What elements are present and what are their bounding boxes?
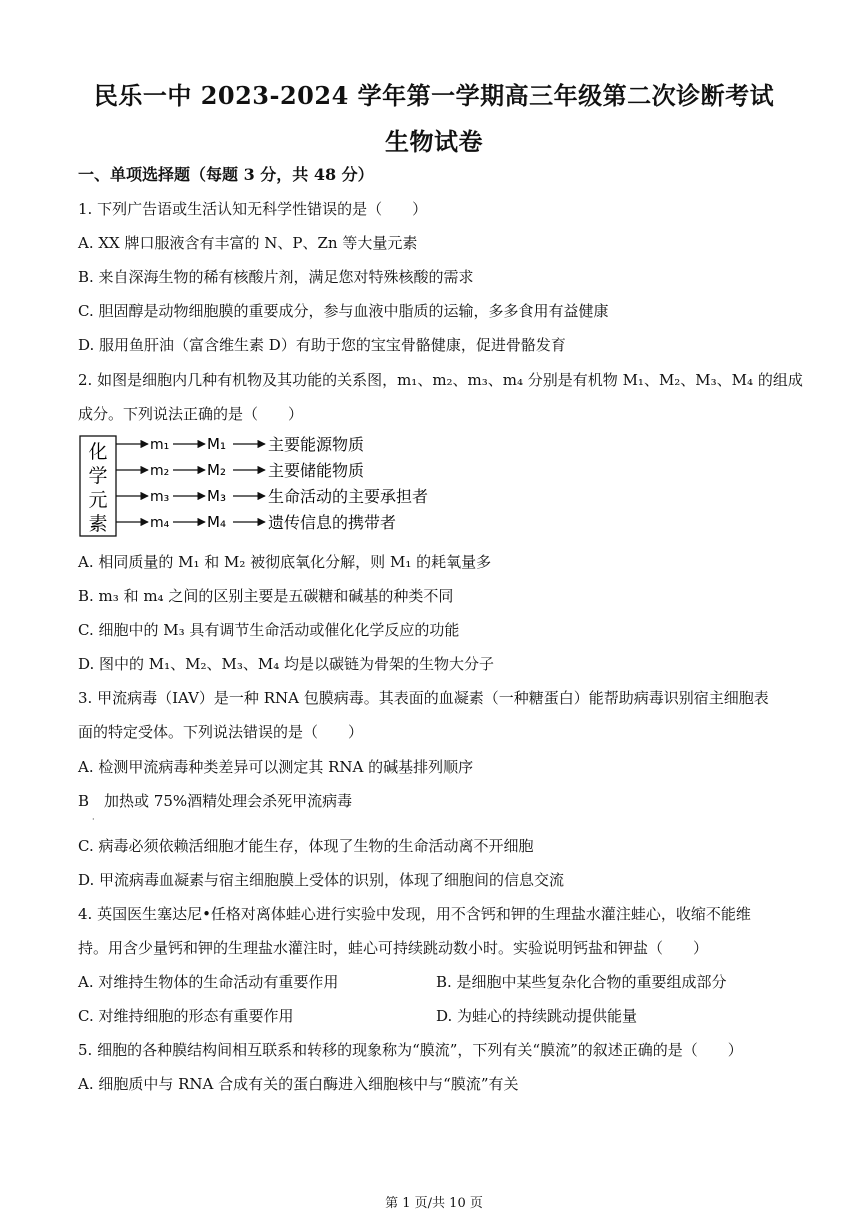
big-m3: M₃ — [207, 487, 226, 505]
question-4-stem-line2: 持。用含少量钙和钾的生理盐水灌注时，蛙心可持续跳动数小时。实验说明钙盐和钾盐（ ） — [78, 939, 709, 957]
question-4-option-c: C. 对维持细胞的形态有重要作用 — [78, 1007, 294, 1025]
question-4-option-a: A. 对维持生物体的生命活动有重要作用 — [78, 973, 339, 991]
question-1-option-a: A. XX 牌口服液含有丰富的 N、P、Zn 等大量元素 — [78, 234, 418, 252]
box-char-4: 素 — [88, 513, 108, 535]
section-heading: 一、单项选择题（每题 3 分，共 48 分） — [78, 165, 374, 184]
exam-title: 民乐一中 2023-2024 学年第一学期高三年级第二次诊断考试 — [93, 81, 775, 110]
box-char-2: 学 — [88, 465, 108, 487]
big-m1: M₁ — [207, 435, 226, 453]
question-3-option-d: D. 甲流病毒血凝素与宿主细胞膜上受体的识别，体现了细胞间的信息交流 — [78, 871, 565, 889]
question-3-option-c: C. 病毒必须依赖活细胞才能生存，体现了生物的生命活动离不开细胞 — [78, 837, 534, 855]
function-3: 生命活动的主要承担者 — [268, 487, 429, 506]
question-5-stem: 5. 细胞的各种膜结构间相互联系和转移的现象称为“膜流”，下列有关“膜流”的叙述正确的是（ ） — [78, 1041, 743, 1059]
small-m2: m₂ — [150, 463, 170, 479]
question-2-option-a: A. 相同质量的 M₁ 和 M₂ 被彻底氧化分解，则 M₁ 的耗氧量多 — [78, 553, 492, 571]
question-3-stem-line1: 3. 甲流病毒（IAV）是一种 RNA 包膜病毒。其表面的血凝素（一种糖蛋白）能帮助病毒识别宿主细胞表 — [78, 689, 769, 707]
question-2-option-b: B. m₃ 和 m₄ 之间的区别主要是五碳糖和碱基的种类不同 — [78, 587, 454, 605]
question-2-stem-line1: 2. 如图是细胞内几种有机物及其功能的关系图，m₁、m₂、m₃、m₄ 分别是有机物 M₁、M₂、M₃、M₄ 的组成 — [78, 371, 803, 389]
question-4-option-b: B. 是细胞中某些复杂化合物的重要组成部分 — [436, 973, 727, 991]
small-m3: m₃ — [150, 489, 170, 505]
question-5-option-a: A. 细胞质中与 RNA 合成有关的蛋白酶进入细胞核中与“膜流”有关 — [78, 1075, 519, 1093]
exam-subtitle: 生物试卷 — [385, 127, 483, 156]
question-4-stem-line1: 4. 英国医生塞达尼•任格对离体蛙心进行实验中发现，用不含钙和钾的生理盐水灌注蛙心，收缩不能维 — [78, 905, 751, 923]
question-3-option-a: A. 检测甲流病毒种类差异可以测定其 RNA 的碱基排列顺序 — [78, 758, 474, 776]
question-4-option-d: D. 为蛙心的持续跳动提供能量 — [436, 1007, 638, 1025]
small-m4: m₄ — [150, 515, 170, 531]
box-char-1: 化 — [88, 441, 108, 463]
box-char-3: 元 — [88, 489, 108, 511]
organic-matter-diagram — [78, 432, 498, 542]
big-m2: M₂ — [207, 461, 226, 479]
stray-dot: · — [92, 815, 95, 824]
question-1-option-b: B. 来自深海生物的稀有核酸片剂，满足您对特殊核酸的需求 — [78, 268, 474, 286]
question-3-option-b: B 加热或 75%酒精处理会杀死甲流病毒 — [78, 792, 353, 810]
function-2: 主要储能物质 — [268, 461, 365, 480]
question-2-option-c: C. 细胞中的 M₃ 具有调节生命活动或催化化学反应的功能 — [78, 621, 460, 639]
question-3-stem-line2: 面的特定受体。下列说法错误的是（ ） — [78, 723, 364, 741]
function-4: 遗传信息的携带者 — [268, 513, 397, 532]
page-footer: 第 1 页/共 10 页 — [385, 1196, 483, 1211]
small-m1: m₁ — [150, 437, 170, 453]
question-1-option-d: D. 服用鱼肝油（富含维生素 D）有助于您的宝宝骨骼健康，促进骨骼发育 — [78, 336, 566, 354]
function-1: 主要能源物质 — [268, 435, 365, 454]
question-1-stem: 1. 下列广告语或生活认知无科学性错误的是（ ） — [78, 200, 428, 218]
big-m4: M₄ — [207, 513, 226, 531]
question-2-option-d: D. 图中的 M₁、M₂、M₃、M₄ 均是以碳链为骨架的生物大分子 — [78, 655, 495, 673]
question-2-stem-line2: 成分。下列说法正确的是（ ） — [78, 405, 304, 423]
question-1-option-c: C. 胆固醇是动物细胞膜的重要成分，参与血液中脂质的运输，多多食用有益健康 — [78, 302, 609, 320]
